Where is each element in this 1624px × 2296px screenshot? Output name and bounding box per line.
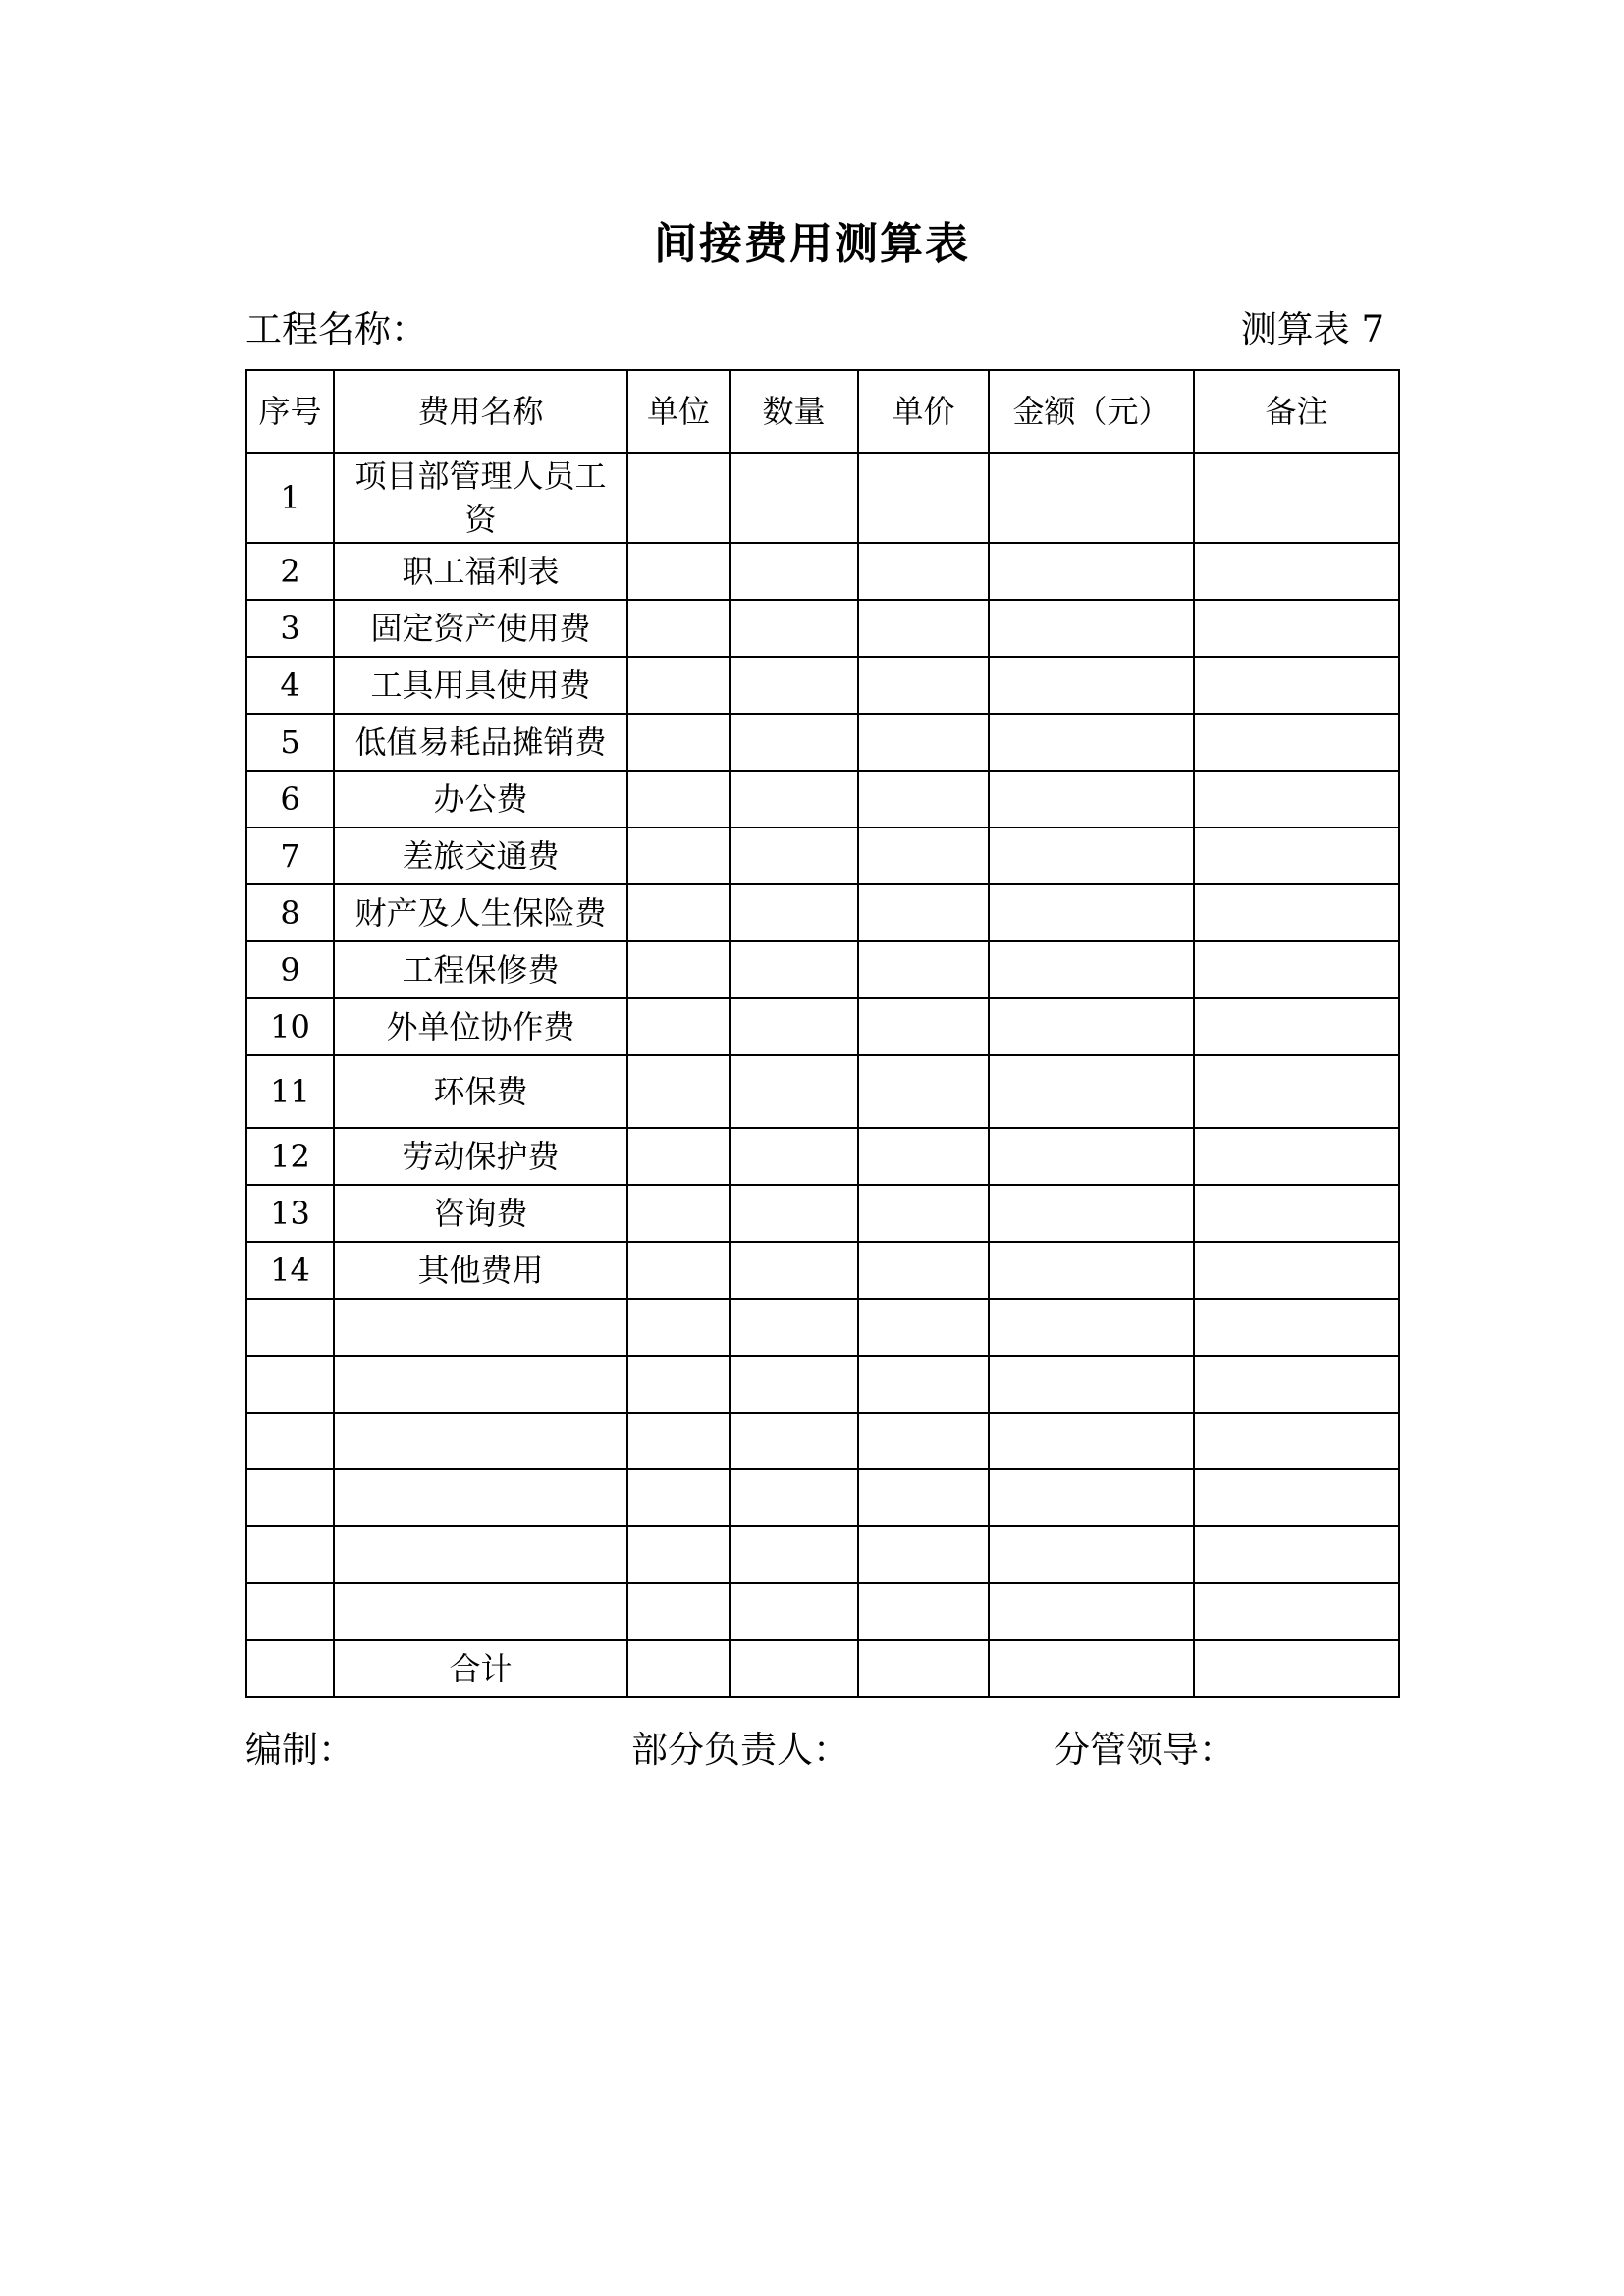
empty-cell <box>730 1299 858 1356</box>
empty-cell <box>858 1640 989 1697</box>
empty-cell <box>730 1526 858 1583</box>
empty-cell <box>627 1299 730 1356</box>
empty-cell <box>1194 1413 1399 1469</box>
unit-cell <box>627 1185 730 1242</box>
empty-cell <box>334 1299 627 1356</box>
quantity-cell <box>730 1185 858 1242</box>
empty-cell <box>989 1526 1194 1583</box>
quantity-cell <box>730 714 858 771</box>
table-row <box>246 657 1399 714</box>
empty-cell <box>334 1356 627 1413</box>
remark-cell <box>1194 828 1399 884</box>
expense-name: 低值易耗品摊销费 <box>334 714 627 771</box>
amount-cell <box>989 543 1194 600</box>
unit-cell <box>627 453 730 543</box>
empty-cell <box>334 1469 627 1526</box>
unit-price-cell <box>858 657 989 714</box>
empty-cell <box>1194 1583 1399 1640</box>
unit-price-cell <box>858 998 989 1055</box>
row-number: 12 <box>246 1128 334 1185</box>
empty-cell <box>334 1413 627 1469</box>
amount-cell <box>989 771 1194 828</box>
remark-cell <box>1194 1185 1399 1242</box>
unit-cell <box>627 1242 730 1299</box>
unit-price-cell <box>858 1128 989 1185</box>
empty-cell <box>858 1583 989 1640</box>
unit-price-cell <box>858 600 989 657</box>
amount-cell <box>989 941 1194 998</box>
empty-cell <box>246 1640 334 1697</box>
row-number: 4 <box>246 657 334 714</box>
quantity-cell <box>730 771 858 828</box>
amount-cell <box>989 828 1194 884</box>
table-row <box>246 543 1399 600</box>
header-cell: 备注 <box>1194 370 1399 453</box>
unit-price-cell <box>858 828 989 884</box>
empty-cell <box>1194 1469 1399 1526</box>
empty-cell <box>627 1413 730 1469</box>
empty-cell <box>989 1413 1194 1469</box>
header-cell: 费用名称 <box>334 370 627 453</box>
empty-cell <box>1194 1526 1399 1583</box>
unit-cell <box>627 1055 730 1128</box>
unit-cell <box>627 941 730 998</box>
header-cell: 单位 <box>627 370 730 453</box>
table-row <box>246 714 1399 771</box>
total-amount-cell <box>989 1640 1194 1697</box>
row-number: 5 <box>246 714 334 771</box>
table-row <box>246 941 1399 998</box>
empty-row <box>246 1356 1399 1413</box>
supervisor-label: 分管领导： <box>1054 1729 1235 1771</box>
amount-cell <box>989 600 1194 657</box>
amount-cell <box>989 714 1194 771</box>
unit-cell <box>627 714 730 771</box>
unit-cell <box>627 884 730 941</box>
row-number: 8 <box>246 884 334 941</box>
remark-cell <box>1194 543 1399 600</box>
empty-row <box>246 1299 1399 1356</box>
empty-cell <box>858 1299 989 1356</box>
amount-cell <box>989 1128 1194 1185</box>
table-row <box>246 1055 1399 1128</box>
expense-name: 职工福利表 <box>334 543 627 600</box>
quantity-cell <box>730 1128 858 1185</box>
table-row <box>246 884 1399 941</box>
amount-cell <box>989 998 1194 1055</box>
empty-row <box>246 1469 1399 1526</box>
quantity-cell <box>730 1242 858 1299</box>
empty-cell <box>334 1526 627 1583</box>
sheet-number-label: 测算表 7 <box>1240 308 1384 350</box>
unit-cell <box>627 771 730 828</box>
empty-cell <box>246 1526 334 1583</box>
quantity-cell <box>730 828 858 884</box>
remark-cell <box>1194 771 1399 828</box>
empty-cell <box>730 1469 858 1526</box>
expense-name: 环保费 <box>334 1055 627 1128</box>
row-number: 7 <box>246 828 334 884</box>
remark-cell <box>1194 600 1399 657</box>
project-name-label: 工程名称： <box>245 308 427 350</box>
row-number: 3 <box>246 600 334 657</box>
unit-price-cell <box>858 941 989 998</box>
empty-cell <box>730 1356 858 1413</box>
empty-cell <box>1194 1299 1399 1356</box>
empty-cell <box>858 1526 989 1583</box>
table-row <box>246 1242 1399 1299</box>
amount-cell <box>989 1055 1194 1128</box>
expense-name: 工程保修费 <box>334 941 627 998</box>
header-cell: 数量 <box>730 370 858 453</box>
empty-cell <box>1194 1356 1399 1413</box>
unit-price-cell <box>858 884 989 941</box>
quantity-cell <box>730 657 858 714</box>
total-row <box>246 1640 1399 1697</box>
row-number: 1 <box>246 453 334 543</box>
expense-name: 咨询费 <box>334 1185 627 1242</box>
row-number: 13 <box>246 1185 334 1242</box>
unit-price-cell <box>858 453 989 543</box>
empty-cell <box>858 1469 989 1526</box>
expense-name: 外单位协作费 <box>334 998 627 1055</box>
unit-cell <box>627 998 730 1055</box>
quantity-cell <box>730 941 858 998</box>
unit-cell <box>627 657 730 714</box>
empty-cell <box>246 1413 334 1469</box>
amount-cell <box>989 453 1194 543</box>
empty-cell <box>627 1356 730 1413</box>
empty-cell <box>246 1299 334 1356</box>
table-row <box>246 998 1399 1055</box>
empty-cell <box>627 1640 730 1697</box>
table-row <box>246 600 1399 657</box>
row-number: 11 <box>246 1055 334 1128</box>
total-label: 合计 <box>334 1640 627 1697</box>
remark-cell <box>1194 998 1399 1055</box>
empty-cell <box>246 1469 334 1526</box>
row-number: 2 <box>246 543 334 600</box>
unit-cell <box>627 600 730 657</box>
remark-cell <box>1194 1128 1399 1185</box>
table-row <box>246 828 1399 884</box>
table-row <box>246 1128 1399 1185</box>
empty-cell <box>627 1526 730 1583</box>
empty-cell <box>989 1356 1194 1413</box>
table-row <box>246 453 1399 543</box>
unit-price-cell <box>858 1242 989 1299</box>
expense-name: 工具用具使用费 <box>334 657 627 714</box>
unit-price-cell <box>858 543 989 600</box>
unit-cell <box>627 828 730 884</box>
remark-cell <box>1194 884 1399 941</box>
quantity-cell <box>730 600 858 657</box>
amount-cell <box>989 1242 1194 1299</box>
quantity-cell <box>730 884 858 941</box>
empty-cell <box>246 1583 334 1640</box>
header-cell: 序号 <box>246 370 334 453</box>
remark-cell <box>1194 714 1399 771</box>
empty-cell <box>730 1413 858 1469</box>
remark-cell <box>1194 657 1399 714</box>
empty-cell <box>627 1469 730 1526</box>
amount-cell <box>989 657 1194 714</box>
empty-row <box>246 1413 1399 1469</box>
empty-cell <box>989 1583 1194 1640</box>
cost-table <box>245 369 1400 1698</box>
expense-name: 差旅交通费 <box>334 828 627 884</box>
header-cell: 单价 <box>858 370 989 453</box>
expense-name: 项目部管理人员工资 <box>334 453 627 543</box>
row-number: 14 <box>246 1242 334 1299</box>
unit-price-cell <box>858 714 989 771</box>
expense-name: 办公费 <box>334 771 627 828</box>
row-number: 9 <box>246 941 334 998</box>
unit-price-cell <box>858 1185 989 1242</box>
amount-cell <box>989 884 1194 941</box>
empty-cell <box>989 1299 1194 1356</box>
empty-cell <box>627 1583 730 1640</box>
expense-name: 其他费用 <box>334 1242 627 1299</box>
empty-cell <box>858 1356 989 1413</box>
empty-cell <box>858 1413 989 1469</box>
quantity-cell <box>730 1055 858 1128</box>
unit-cell <box>627 543 730 600</box>
quantity-cell <box>730 453 858 543</box>
remark-cell <box>1194 941 1399 998</box>
prepared-by-label: 编制： <box>245 1729 354 1771</box>
meta-row <box>245 299 1384 354</box>
expense-name: 财产及人生保险费 <box>334 884 627 941</box>
table-row <box>246 1185 1399 1242</box>
signature-row <box>245 1720 1384 1775</box>
header-row <box>246 370 1399 453</box>
row-number: 6 <box>246 771 334 828</box>
empty-cell <box>730 1583 858 1640</box>
empty-cell <box>334 1583 627 1640</box>
unit-cell <box>627 1128 730 1185</box>
unit-price-cell <box>858 1055 989 1128</box>
remark-cell <box>1194 1055 1399 1128</box>
remark-cell <box>1194 1242 1399 1299</box>
empty-row <box>246 1583 1399 1640</box>
department-head-label: 部分负责人： <box>631 1729 849 1771</box>
row-number: 10 <box>246 998 334 1055</box>
header-cell: 金额（元） <box>989 370 1194 453</box>
expense-name: 劳动保护费 <box>334 1128 627 1185</box>
quantity-cell <box>730 543 858 600</box>
table-row <box>246 771 1399 828</box>
empty-cell <box>246 1356 334 1413</box>
remark-cell <box>1194 453 1399 543</box>
expense-name: 固定资产使用费 <box>334 600 627 657</box>
amount-cell <box>989 1185 1194 1242</box>
empty-cell <box>1194 1640 1399 1697</box>
empty-cell <box>989 1469 1194 1526</box>
quantity-cell <box>730 998 858 1055</box>
unit-price-cell <box>858 771 989 828</box>
empty-row <box>246 1526 1399 1583</box>
empty-cell <box>730 1640 858 1697</box>
page-title: 间接费用测算表 <box>654 219 970 269</box>
